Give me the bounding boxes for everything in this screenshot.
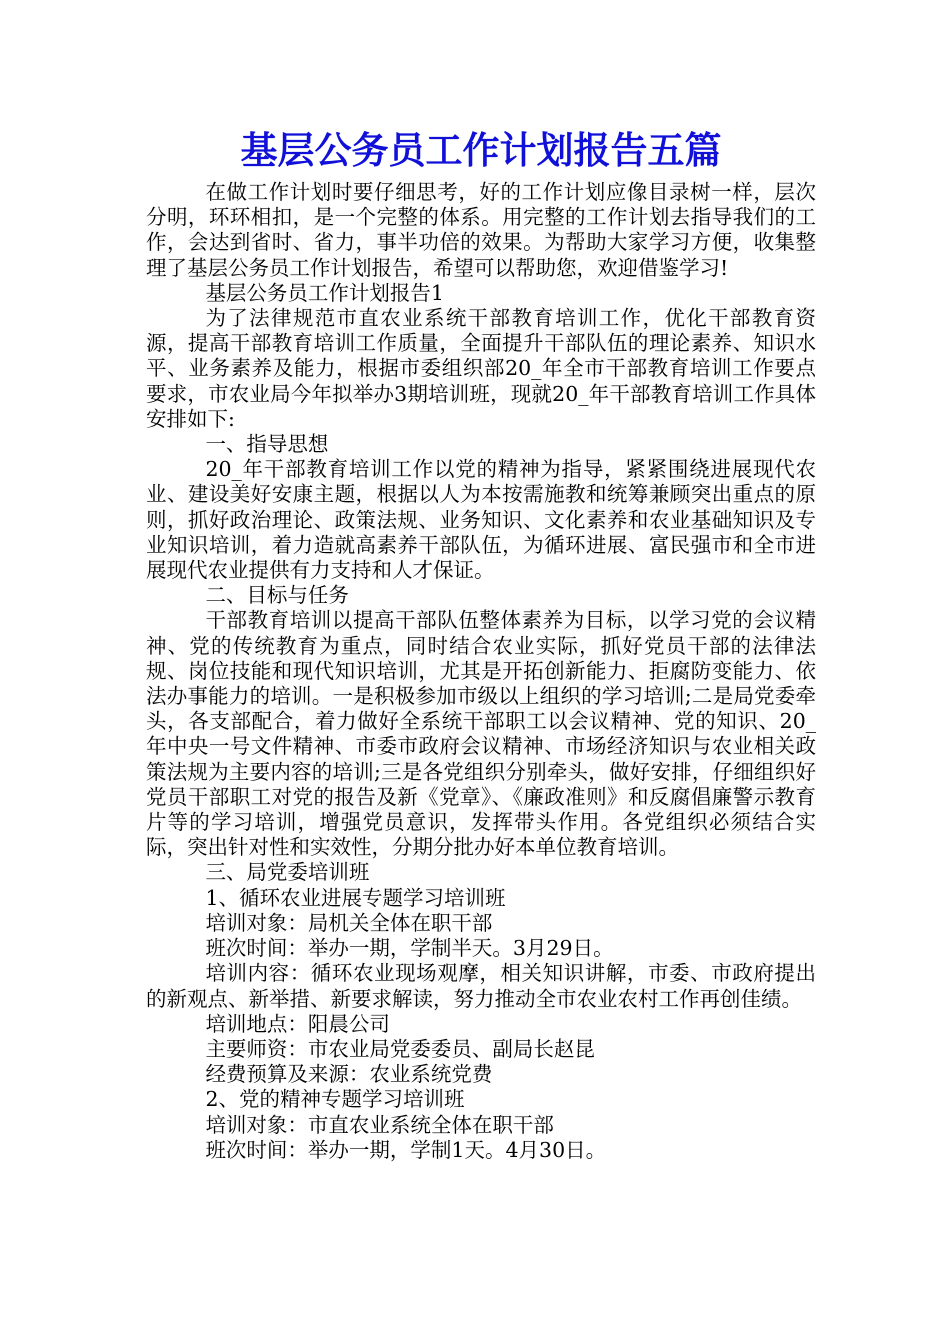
paragraph: 班次时间：举办一期，学制1天。4月30日。 — [205, 1137, 607, 1162]
section-heading: 二、目标与任务 — [205, 583, 349, 608]
document-page — [146, 124, 816, 1163]
document-body — [146, 180, 816, 1163]
paragraph: 主要师资：市农业局党委委员、副局长赵昆 — [205, 1036, 595, 1061]
section-heading: 三、局党委培训班 — [205, 860, 370, 885]
paragraph: 干部教育培训以提高干部队伍整体素养为目标，以学习党的会议精神、党的传统教育为重点，同时结合农业实际，抓好党员干部的法律法规、岗位技能和现代知识培训，尤其是开拓创新能力、拒腐防变能力、依法办事能力的培训。一是积极参加市级以上组织的学习培训;二是局党委牵头，各支部配合，着力做好全系统干部职工以会议精神、党的知识、20_年中央一号文件精神、市委市政府会议精神、市场经济知识与农业相关政策法规为主要内容的培训;三是各党组织分别牵头，做好安排，仔细组织好党员干部职工对党的报告及新《党章》、《廉政准则》和反腐倡廉警示教育片等的学习培训，增强党员意识，发挥带头作用。各党组织必须结合实际，突出针对性和实效性，分期分批办好本单位教育培训。 — [146, 608, 816, 860]
paragraph: 班次时间：举办一期，学制半天。3月29日。 — [205, 936, 614, 961]
paragraph: 培训对象：市直农业系统全体在职干部 — [205, 1112, 554, 1137]
paragraph: 培训内容：循环农业现场观摩，相关知识讲解，市委、市政府提出的新观点、新举措、新要求解读，努力推动全市农业农村工作再创佳绩。 — [146, 961, 816, 1011]
document-title: 基层公务员工作计划报告五篇 — [240, 128, 722, 172]
paragraph: 培训地点：阳晨公司 — [205, 1011, 390, 1036]
paragraph: 培训对象：局机关全体在职干部 — [205, 910, 493, 935]
sub-heading: 1、循环农业进展专题学习培训班 — [205, 885, 506, 910]
paragraph: 20_年干部教育培训工作以党的精神为指导，紧紧围绕进展现代农业、建设美好安康主题，根据以人为本按需施教和统筹兼顾突出重点的原则，抓好政治理论、政策法规、业务知识、文化素养和农业基础知识及专业知识培训，着力造就高素养干部队伍，为循环进展、富民强市和全市进展现代农业提供有力支持和人才保证。 — [146, 457, 816, 583]
paragraph: 为了法律规范市直农业系统干部教育培训工作，优化干部教育资源，提高干部教育培训工作质量，全面提升干部队伍的理论素养、知识水平、业务素养及能力，根据市委组织部20_年全市干部教育培训工作要点要求，市农业局今年拟举办3期培训班，现就20_年干部教育培训工作具体安排如下: — [146, 306, 816, 431]
section-heading: 一、指导思想 — [205, 432, 329, 457]
sub-heading: 2、党的精神专题学习培训班 — [205, 1087, 465, 1112]
paragraph: 经费预算及来源：农业系统党费 — [205, 1062, 493, 1087]
section-heading-report-1: 基层公务员工作计划报告1 — [205, 280, 444, 305]
intro-paragraph: 在做工作计划时要仔细思考，好的工作计划应像目录树一样，层次分明，环环相扣，是一个完整的体系。用完整的工作计划去指导我们的工作，会达到省时、省力，事半功倍的效果。为帮助大家学习方便，收集整理了基层公务员工作计划报告，希望可以帮助您，欢迎借鉴学习! — [146, 180, 816, 280]
